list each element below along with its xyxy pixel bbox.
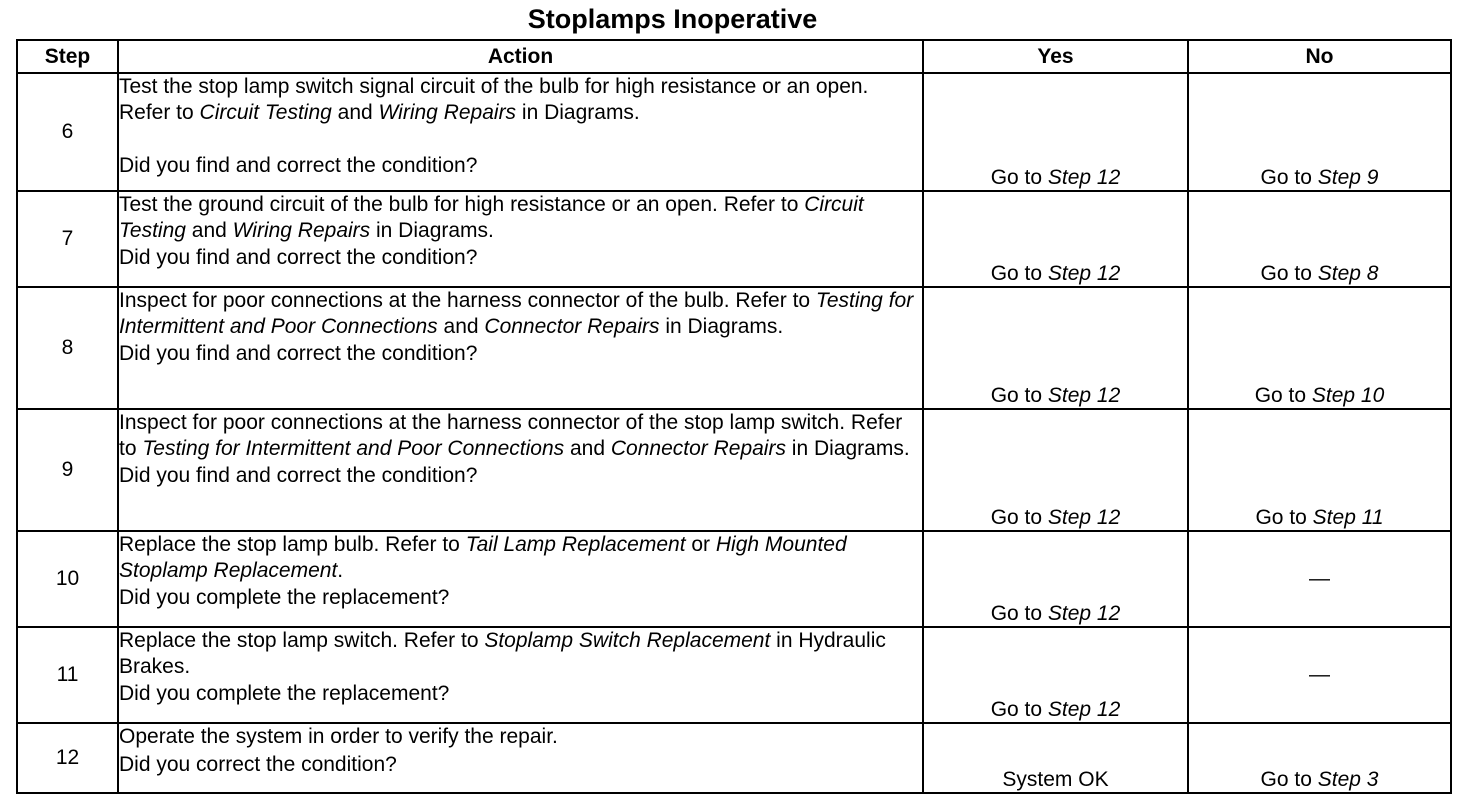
header-step: Step (17, 40, 118, 73)
action-question: Did you complete the replacement? (119, 586, 450, 609)
table-row (17, 287, 1451, 409)
no-result: Go to Step 8 (1188, 191, 1451, 287)
action-description: Test the ground circuit of the bulb for high resistance or an open. Refer to Circuit Testing and Wiring Repairs in Diagrams. (119, 193, 864, 242)
table-row (17, 531, 1451, 627)
yes-result: Go to Step 12 (923, 409, 1188, 531)
action-question: Did you find and correct the condition? (119, 154, 478, 177)
table-row (17, 191, 1451, 287)
yes-result: System OK (923, 723, 1188, 793)
action-description: Inspect for poor connections at the harness connector of the stop lamp switch. Refer to Testing for Intermittent and Poor Connections and Connector Repairs in Diagrams. (119, 411, 910, 460)
step-number: 10 (17, 531, 118, 627)
action-description: Operate the system in order to verify the repair. (119, 725, 558, 748)
action-description: Replace the stop lamp switch. Refer to Stoplamp Switch Replacement in Hydraulic Brakes. (119, 629, 886, 678)
diagnostic-table (16, 39, 1452, 794)
action-cell (118, 73, 923, 191)
action-question: Did you correct the condition? (119, 752, 397, 776)
yes-result: Go to Step 12 (923, 191, 1188, 287)
table-row (17, 73, 1451, 191)
step-number: 7 (17, 191, 118, 287)
table-row (17, 723, 1451, 793)
header-row (17, 40, 1451, 73)
yes-result: Go to Step 12 (923, 627, 1188, 723)
action-description: Test the stop lamp switch signal circuit of the bulb for high resistance or an open. Refer to Circuit Testing and Wiring Repairs in Diagrams. (119, 75, 869, 124)
header-yes: Yes (923, 40, 1188, 73)
step-number: 12 (17, 723, 118, 793)
action-cell (118, 191, 923, 287)
step-number: 11 (17, 627, 118, 723)
no-result: — (1188, 531, 1451, 627)
action-question: Did you find and correct the condition? (119, 246, 478, 269)
action-cell (118, 723, 923, 793)
step-number: 8 (17, 287, 118, 409)
action-question: Did you find and correct the condition? (119, 342, 478, 365)
header-action: Action (118, 40, 923, 73)
action-question: Did you find and correct the condition? (119, 464, 478, 487)
action-cell (118, 287, 923, 409)
no-result: Go to Step 10 (1188, 287, 1451, 409)
table-title: Stoplamps Inoperative (527, 4, 818, 34)
no-result: — (1188, 627, 1451, 723)
action-description: Replace the stop lamp bulb. Refer to Tail Lamp Replacement or High Mounted Stoplamp Replacement. (119, 533, 847, 582)
action-question: Did you complete the replacement? (119, 682, 450, 705)
action-cell (118, 627, 923, 723)
table-row (17, 409, 1451, 531)
table-row (17, 627, 1451, 723)
no-result: Go to Step 3 (1188, 723, 1451, 793)
action-description: Inspect for poor connections at the harness connector of the bulb. Refer to Testing for Intermittent and Poor Connections and Connector Repairs in Diagrams. (119, 289, 914, 338)
yes-result: Go to Step 12 (923, 531, 1188, 627)
action-cell (118, 531, 923, 627)
step-number: 9 (17, 409, 118, 531)
yes-result: Go to Step 12 (923, 73, 1188, 191)
step-number: 6 (17, 73, 118, 191)
header-no: No (1188, 40, 1451, 73)
action-cell (118, 409, 923, 531)
yes-result: Go to Step 12 (923, 287, 1188, 409)
no-result: Go to Step 11 (1188, 409, 1451, 531)
no-result: Go to Step 9 (1188, 73, 1451, 191)
